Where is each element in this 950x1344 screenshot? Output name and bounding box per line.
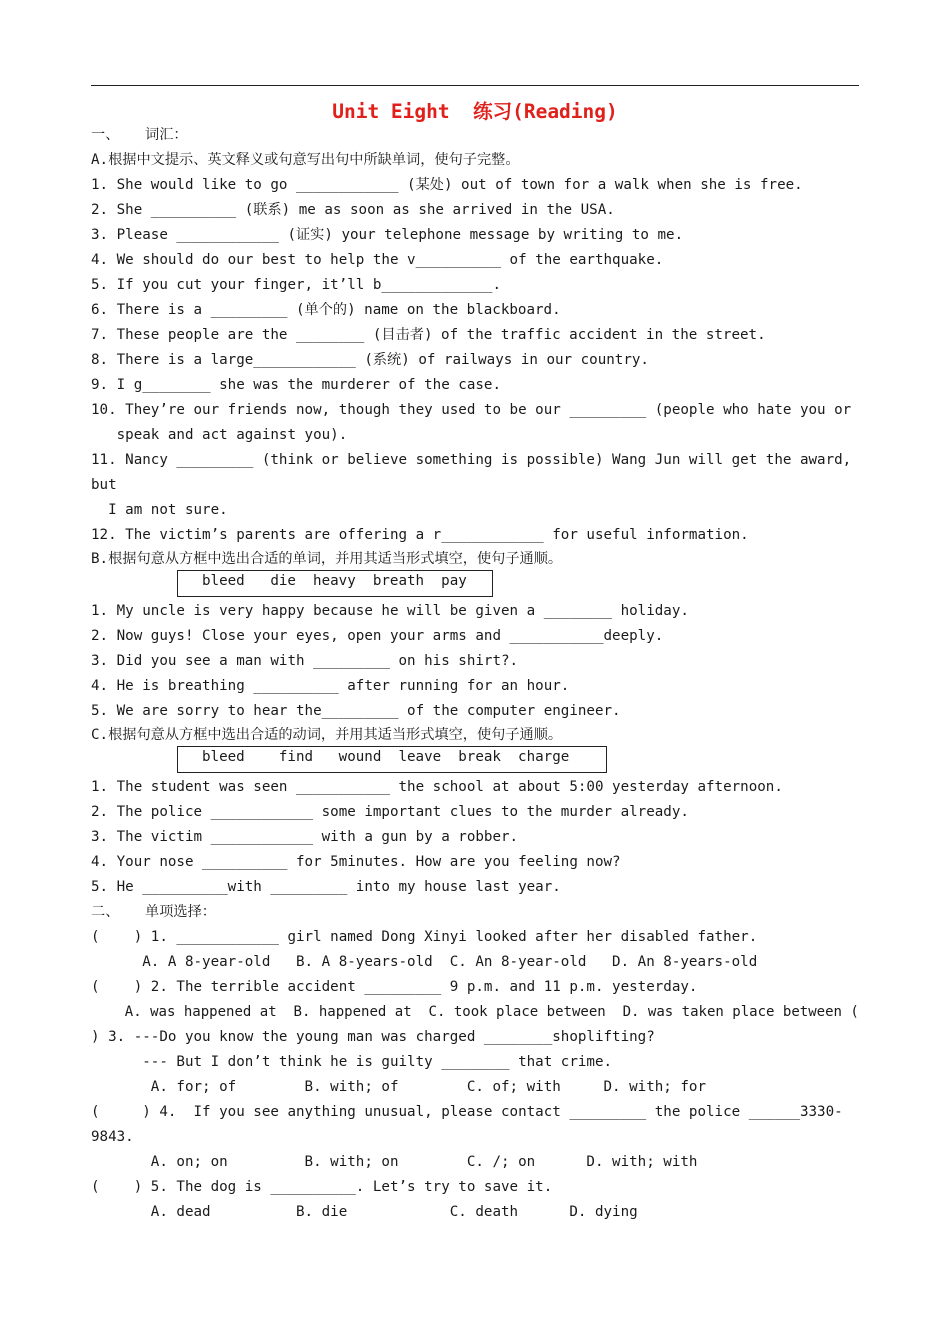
mc-question-5: ( ) 5. The dog is __________. Let’s try to save it. <box>91 1179 553 1195</box>
question-a11-cont: but <box>91 477 117 493</box>
question-c1: 1. The student was seen ___________ the school at about 5:00 yesterday afternoon. <box>91 779 783 795</box>
mc-question-1: ( ) 1. ____________ girl named Dong Xinyi looked after her disabled father. <box>91 929 758 945</box>
question-c4: 4. Your nose __________ for 5minutes. How are you feeling now? <box>91 854 621 870</box>
question-b2: 2. Now guys! Close your eyes, open your arms and ___________deeply. <box>91 628 664 644</box>
question-a3: 3. Please ____________ (证实) your telephone message by writing to me. <box>91 227 684 243</box>
mc-question-2: ( ) 2. The terrible accident _________ 9 p.m. and 11 p.m. yesterday. <box>91 979 698 995</box>
question-a2: 2. She __________ (联系) me as soon as she arrived in the USA. <box>91 202 615 218</box>
page-title: Unit Eight 练习(Reading) <box>332 100 618 123</box>
mc-options-2: A. was happened at B. happened at C. took place between D. was taken place between ( <box>91 1004 859 1020</box>
question-a11: 11. Nancy _________ (think or believe something is possible) Wang Jun will get the award, <box>91 452 852 468</box>
section-1-heading: 一、 词汇： <box>91 127 188 143</box>
question-a7: 7. These people are the ________ (目击者) of the traffic accident in the street. <box>91 327 766 343</box>
mc-options-5: A. dead B. die C. death D. dying <box>91 1204 638 1220</box>
header-rule <box>91 85 859 86</box>
part-b-instruction: B.根据句意从方框中选出合适的单词，并用其适当形式填空，使句子通顺。 <box>91 551 563 567</box>
question-b5: 5. We are sorry to hear the_________ of the computer engineer. <box>91 703 621 719</box>
mc-question-3: ) 3. ---Do you know the young man was charged ________shoplifting? <box>91 1029 655 1045</box>
question-a10-cont: speak and act against you). <box>91 427 348 443</box>
word-box-b: bleed die heavy breath pay <box>177 570 493 597</box>
question-a11-cont2: I am not sure. <box>91 502 228 518</box>
section-2-heading: 二、 单项选择： <box>91 904 216 920</box>
mc-question-3-cont: --- But I don’t think he is guilty ________ that crime. <box>91 1054 613 1070</box>
question-a5: 5. If you cut your finger, it’ll b_____________. <box>91 277 501 293</box>
question-b1: 1. My uncle is very happy because he will be given a ________ holiday. <box>91 603 689 619</box>
question-c3: 3. The victim ____________ with a gun by a robber. <box>91 829 519 845</box>
mc-question-4: ( ) 4. If you see anything unusual, please contact _________ the police ______3330- <box>91 1104 843 1120</box>
question-b3: 3. Did you see a man with _________ on his shirt?. <box>91 653 519 669</box>
question-a4: 4. We should do our best to help the v__________ of the earthquake. <box>91 252 664 268</box>
question-b4: 4. He is breathing __________ after running for an hour. <box>91 678 570 694</box>
part-c-instruction: C.根据句意从方框中选出合适的动词，并用其适当形式填空，使句子通顺。 <box>91 727 563 743</box>
question-a9: 9. I g________ she was the murderer of the case. <box>91 377 501 393</box>
word-box-c: bleed find wound leave break charge <box>177 746 607 773</box>
question-c2: 2. The police ____________ some important clues to the murder already. <box>91 804 689 820</box>
question-c5: 5. He __________with _________ into my house last year. <box>91 879 561 895</box>
question-a1: 1. She would like to go ____________ (某处) out of town for a walk when she is free. <box>91 177 803 193</box>
mc-question-4-cont: 9843. <box>91 1129 134 1145</box>
mc-options-4: A. on; on B. with; on C. /; on D. with; with <box>91 1154 698 1170</box>
mc-options-3: A. for; of B. with; of C. of; with D. with; for <box>91 1079 706 1095</box>
question-a12: 12. The victim’s parents are offering a r____________ for useful information. <box>91 527 749 543</box>
question-a8: 8. There is a large____________ (系统) of railways in our country. <box>91 352 649 368</box>
question-a10: 10. They’re our friends now, though they used to be our _________ (people who hate you or <box>91 402 852 418</box>
part-a-instruction: A.根据中文提示、英文释义或句意写出句中所缺单词，使句子完整。 <box>91 152 520 168</box>
question-a6: 6. There is a _________ (单个的) name on the blackboard. <box>91 302 561 318</box>
mc-options-1: A. A 8-year-old B. A 8-years-old C. An 8-year-old D. An 8-years-old <box>91 954 758 970</box>
